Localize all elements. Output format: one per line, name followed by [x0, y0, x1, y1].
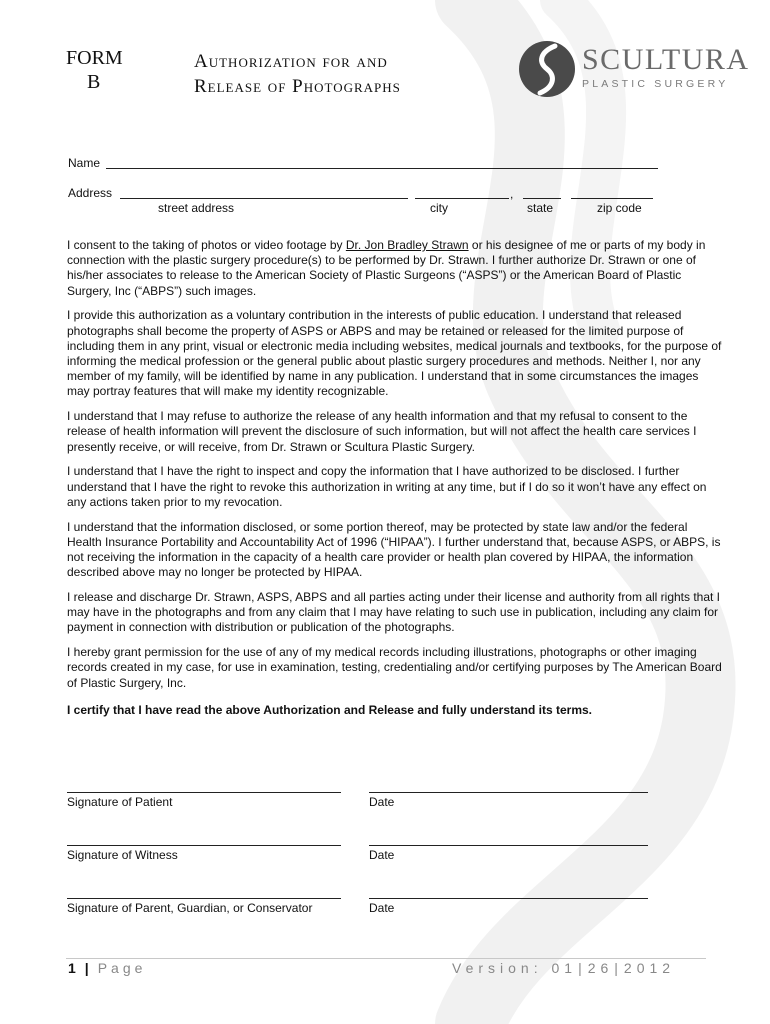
page-separator: |: [84, 960, 92, 976]
consent-text-after: or his designee of me or parts of my body in connection with the plastic surgery procedure(s) to be performed by Dr. Strawn. I further authorize Dr. Strawn or one of his/her associates to release to the American Society of Plastic Surgeons (“ASPS”) or the American Board of Plastic Surgery, Inc (“ABPS”) such images.: [67, 238, 706, 298]
consent-paragraph: [67, 238, 723, 299]
title-line-1: Authorization for and: [194, 51, 388, 72]
inspect-revoke-paragraph: I understand that I have the right to inspect and copy the information that I have authorized to be disclosed. I further understand that I have the right to revoke this authorization in writing at any time, but if I do so it won’t have any effect on any actions taken prior to my revocation.: [67, 464, 707, 509]
name-input-line[interactable]: [106, 168, 658, 169]
state-input-line[interactable]: [523, 198, 561, 199]
witness-date-label: Date: [369, 848, 395, 862]
voluntary-contribution-paragraph: I provide this authorization as a voluntary contribution in the interests of public education. I understand that released photographs shall become the property of ASPS or ABPS and may be retained or released for the limited purpose of including them in any print, visual or electronic media including websites, medical journals and textbooks, for the purpose of informing the medical profession or the general public about plastic surgery procedures and methods. Neither I, nor any member of my family, will be identified by name in any publication. I understand that in some circumstances the images may portray features that will make my identity recognizable.: [67, 308, 722, 399]
logo-subtitle: PLASTIC SURGERY: [582, 78, 729, 90]
logo-name: SCULTURA: [582, 43, 750, 76]
form-word: FORM: [66, 47, 123, 69]
witness-date-line[interactable]: [369, 845, 648, 846]
document-title: [194, 49, 494, 99]
patient-date-line[interactable]: [369, 792, 648, 793]
street-address-caption: street address: [158, 201, 235, 215]
version-year: 2012: [623, 960, 676, 976]
page-word: Page: [97, 960, 147, 976]
footer-divider: [66, 958, 706, 959]
form-label: [66, 46, 136, 94]
patient-date-label: Date: [369, 795, 395, 809]
address-label: Address: [68, 186, 113, 200]
address-field-row: [68, 186, 668, 218]
medical-records-paragraph: I hereby grant permission for the use of any of my medical records including illustrations, photographs or other imaging records created in my case, for use in examination, testing, credentialing and/or certifying purposes by The American Board of Plastic Surgery, Inc.: [67, 645, 722, 690]
guardian-signature-label: Signature of Parent, Guardian, or Conservator: [67, 901, 313, 915]
version-separator-2: |: [614, 960, 623, 976]
version-indicator: [452, 960, 675, 976]
name-label: Name: [68, 156, 101, 170]
page-indicator: [68, 960, 146, 976]
title-line-2: Release of Photographs: [194, 76, 401, 97]
guardian-date-line[interactable]: [369, 898, 648, 899]
page-number: 1: [68, 960, 79, 976]
scultura-logo: [518, 38, 750, 102]
version-label: Version:: [452, 960, 543, 976]
street-address-input-line[interactable]: [120, 198, 408, 199]
witness-signature-label: Signature of Witness: [67, 848, 178, 862]
consent-text-before: I consent to the taking of photos or video footage by: [67, 238, 346, 252]
witness-signature-line[interactable]: [67, 845, 341, 846]
authorization-body: [67, 238, 723, 728]
patient-signature-line[interactable]: [67, 792, 341, 793]
zip-code-caption: zip code: [597, 201, 642, 215]
release-discharge-paragraph: I release and discharge Dr. Strawn, ASPS, ABPS and all parties acting under their license and authority from all rights that I may have in the photographs and from any claim that I may have relating to such use in publication, including any claim for payment in connection with distribution or publication of the photographs.: [67, 590, 721, 635]
name-field-row: [68, 156, 668, 172]
guardian-date-label: Date: [369, 901, 395, 915]
version-separator-1: |: [578, 960, 587, 976]
patient-signature-label: Signature of Patient: [67, 795, 173, 809]
state-caption: state: [527, 201, 554, 215]
version-day: 26: [587, 960, 614, 976]
version-month: 01: [551, 960, 578, 976]
address-comma: ,: [510, 187, 514, 201]
hipaa-paragraph: I understand that the information disclosed, or some portion thereof, may be protected by state law and/or the federal Health Insurance Portability and Accountability Act of 1996 (“HIPAA”). I further understand that, because ASPS, or ABPS, is not receiving the information in the capacity of a health care provider or health plan covered by HIPAA, the information described above may no longer be protected by HIPAA.: [67, 519, 721, 580]
city-input-line[interactable]: [415, 198, 509, 199]
certification-statement: I certify that I have read the above Authorization and Release and fully understand its terms.: [67, 702, 593, 717]
guardian-signature-line[interactable]: [67, 898, 341, 899]
city-caption: city: [430, 201, 448, 215]
refusal-paragraph: I understand that I may refuse to authorize the release of any health information and that my refusal to consent to the release of health information will prevent the disclosure of such information, but will not affect the health care services I presently receive, or will receive, from Dr. Strawn or Scultura Plastic Surgery.: [67, 409, 697, 454]
doctor-name: Dr. Jon Bradley Strawn: [345, 238, 469, 252]
s-swirl-logo-icon: [518, 40, 576, 98]
zip-code-input-line[interactable]: [571, 198, 653, 199]
form-letter: B: [87, 71, 101, 93]
